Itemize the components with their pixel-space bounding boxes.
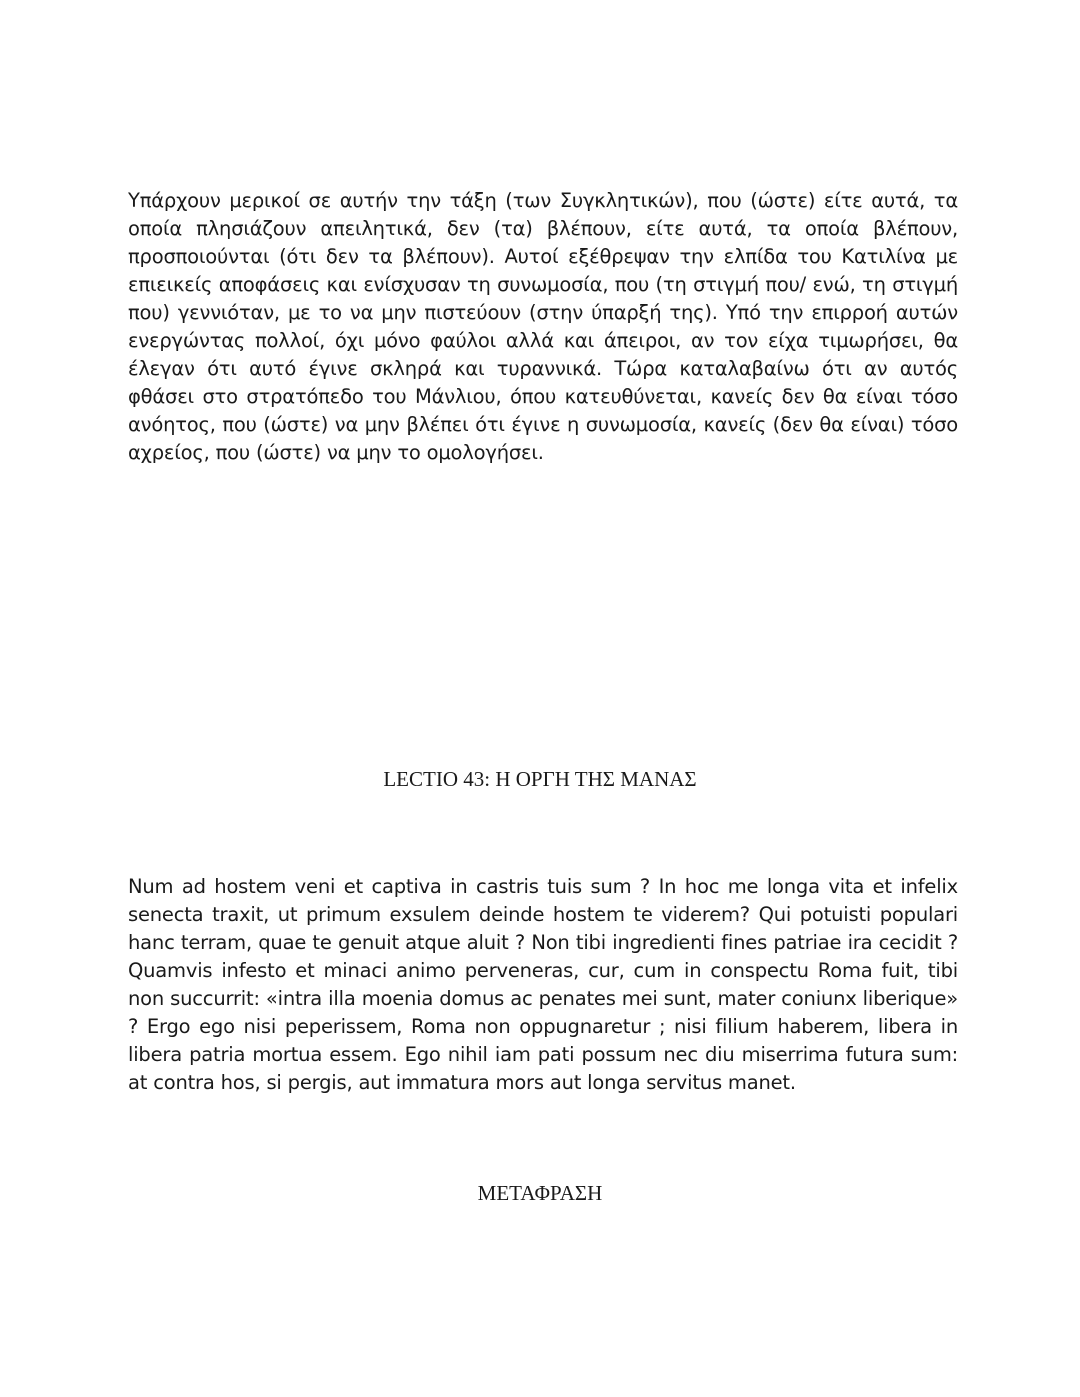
translation-section-heading: ΜΕΤΑΦΡΑΣΗ bbox=[477, 1181, 603, 1205]
latin-text-paragraph: Num ad hostem veni et captiva in castris tuis sum ? In hoc me longa vita et infelix senecta traxit, ut primum exsulem deinde hostem te viderem? Qui potuisti populari hanc terram, quae te genuit atque aluit ? Non tibi ingredienti fines patriae ira cecidit ? Quamvis infesto et minaci animo perveneras, cur, cum in conspectu Roma fuit, tibi non succurrit: «intra illa moenia domus ac penates mei sunt, mater coniunx liberique» ? Ergo ego nisi peperissem, Roma non oppugnaretur ; nisi filium haberem, libera in libera patria mortua essem. Ego nihil iam pati possum nec diu miserrima futura sum: at contra hos, si pergis, aut immatura mors aut longa servitus manet. bbox=[128, 874, 958, 1094]
lesson-title-heading: LECTIO 43: Η ΟΡΓΗ ΤΗΣ ΜΑΝΑΣ bbox=[383, 767, 697, 791]
greek-translation-paragraph: Υπάρχουν μερικοί σε αυτήν την τάξη (των Συγκλητικών), που (ώστε) είτε αυτά, τα οποία πλησιάζουν απειλητικά, δεν (τα) βλέπουν, είτε αυτά, τα οποία βλέπουν, προσποιούνται (ότι δεν τα βλέπουν). Αυτοί εξέθρεψαν την ελπίδα του Κατιλίνα με επιεικείς αποφάσεις και ενίσχυσαν τη συνωμοσία, που (τη στιγμή που/ ενώ, τη στιγμή που) γεννιόταν, με το να μην πιστεύουν (στην ύπαρξή της). Υπό την επιρροή αυτών ενεργώντας πολλοί, όχι μόνο φαύλοι αλλά και άπειροι, αν τον είχα τιμωρήσει, θα έλεγαν ότι αυτό έγινε σκληρά και τυραννικά. Τώρα καταλαβαίνω ότι αν αυτός φθάσει στο στρατόπεδο του Μάνλιου, όπου κατευθύνεται, κανείς δεν θα είναι τόσο ανόητος, που (ώστε) να μην βλέπει ότι έγινε η συνωμοσία, κανείς (δεν θα είναι) τόσο αχρείος, που (ώστε) να μην το ομολογήσει. bbox=[128, 188, 958, 464]
